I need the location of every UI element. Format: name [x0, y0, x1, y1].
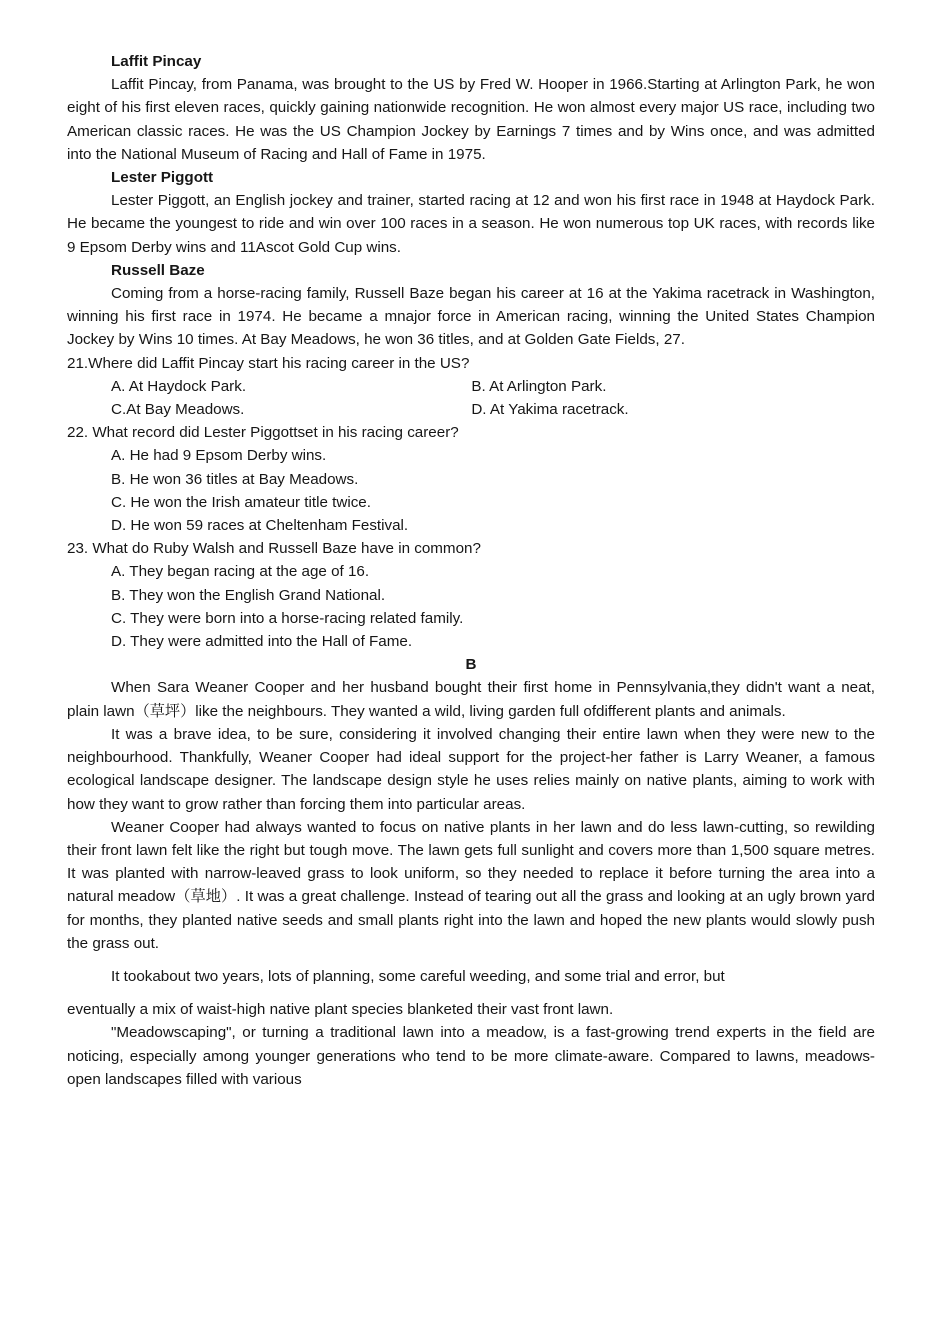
- option-row: [67, 398, 875, 421]
- option-row: [67, 375, 875, 398]
- question-stem: 21.Where did Laffit Pincay start his racing career in the US?: [67, 354, 470, 372]
- passage-b: [67, 653, 875, 1091]
- paragraph: It tookabout two years, lots of planning, some careful weeding, and some trial and error, but: [111, 967, 725, 985]
- paragraph: Weaner Cooper had always wanted to focus on native plants in her lawn and do less lawn-cutting, so rewilding their front lawn felt like the right but tough move. The lawn gets full sunlight and covers more than 1,500 square metres. It was planted with narrow-leaved grass to look uniform, so they needed to replace it before turning the area into a natural meadow（草地）. It was a great challenge. Instead of tearing out all the grass and looking at an ugly brown yard for months, they planted native seeds and small plants right into the lawn and hoped the new plants would slowly push the grass out.: [67, 818, 875, 952]
- passage-letter: B: [465, 656, 477, 674]
- option-d: D. He won 59 races at Cheltenham Festival.: [111, 517, 409, 535]
- option-a: A. He had 9 Epsom Derby wins.: [111, 447, 327, 465]
- exam-page: [67, 50, 875, 1091]
- option-b: B. They won the English Grand National.: [111, 586, 386, 604]
- option-d: D. At Yakima racetrack.: [471, 401, 629, 419]
- option-d: D. They were admitted into the Hall of Fame.: [111, 633, 413, 651]
- question-21: [67, 352, 875, 422]
- question-22: [67, 421, 875, 537]
- option-c: C. They were born into a horse-racing related family.: [111, 609, 464, 627]
- question-stem: 23. What do Ruby Walsh and Russell Baze have in common?: [67, 540, 481, 558]
- passage-a: [67, 50, 875, 352]
- paragraph: "Meadowscaping", or turning a traditional lawn into a meadow, is a fast-growing trend experts in the field are noticing, especially among younger generations who tend to be more climate-aware. Compared to lawns, meadows-open landscapes filled with various: [67, 1024, 875, 1088]
- section-text-baze: Coming from a horse-racing family, Russell Baze began his career at 16 at the Yakima racetrack in Washington, winning his first race in 1974. He became a mnajor force in American racing, winning the United States Champion Jockey by Wins 10 times. At Bay Meadows, he won 36 titles, and at Golden Gate Fields, 27.: [67, 285, 875, 349]
- section-heading-pincay: Laffit Pincay: [111, 53, 202, 70]
- question-stem: 22. What record did Lester Piggottset in his racing career?: [67, 424, 459, 442]
- option-c: C.At Bay Meadows.: [111, 401, 245, 419]
- question-23: [67, 537, 875, 653]
- option-c: C. He won the Irish amateur title twice.: [111, 493, 371, 511]
- section-text-piggott: Lester Piggott, an English jockey and trainer, started racing at 12 and won his first race in 1948 at Haydock Park. He became the youngest to ride and win over 100 races in a season. He won numerous top UK races, with records like 9 Epsom Derby wins and 11Ascot Gold Cup wins.: [67, 192, 875, 256]
- option-a: A. They began racing at the age of 16.: [111, 563, 370, 581]
- paragraph: When Sara Weaner Cooper and her husband bought their first home in Pennsylvania,they didn't want a neat, plain lawn（草坪）like the neighbours. They wanted a wild, living garden full ofdifferent plants and animals.: [67, 679, 875, 720]
- section-heading-baze: Russell Baze: [111, 261, 205, 279]
- section-heading-piggott: Lester Piggott: [111, 169, 214, 187]
- section-text-pincay: Laffit Pincay, from Panama, was brought to the US by Fred W. Hooper in 1966.Starting at Arlington Park, he won eight of his first eleven races, quickly gaining nationwide recognition. He won almost every major US race, including two American classic races. He was the US Champion Jockey by Earnings 7 times and by Wins once, and was admitted into the National Museum of Racing and Hall of Fame in 1975.: [67, 76, 875, 163]
- option-b: B. He won 36 titles at Bay Meadows.: [111, 470, 359, 488]
- paragraph-continued: eventually a mix of waist-high native plant species blanketed their vast front lawn.: [67, 1001, 614, 1019]
- option-a: A. At Haydock Park.: [111, 377, 247, 395]
- option-b: B. At Arlington Park.: [471, 377, 607, 395]
- paragraph: It was a brave idea, to be sure, considering it involved changing their entire lawn when they were new to the neighbourhood. Thankfully, Weaner Cooper had ideal support for the project-her father is Larry Weaner, a famous ecological landscape designer. The landscape design style he uses relies mainly on native plants, aiming to work with how they want to grow rather than forcing them into particular areas.: [67, 725, 875, 813]
